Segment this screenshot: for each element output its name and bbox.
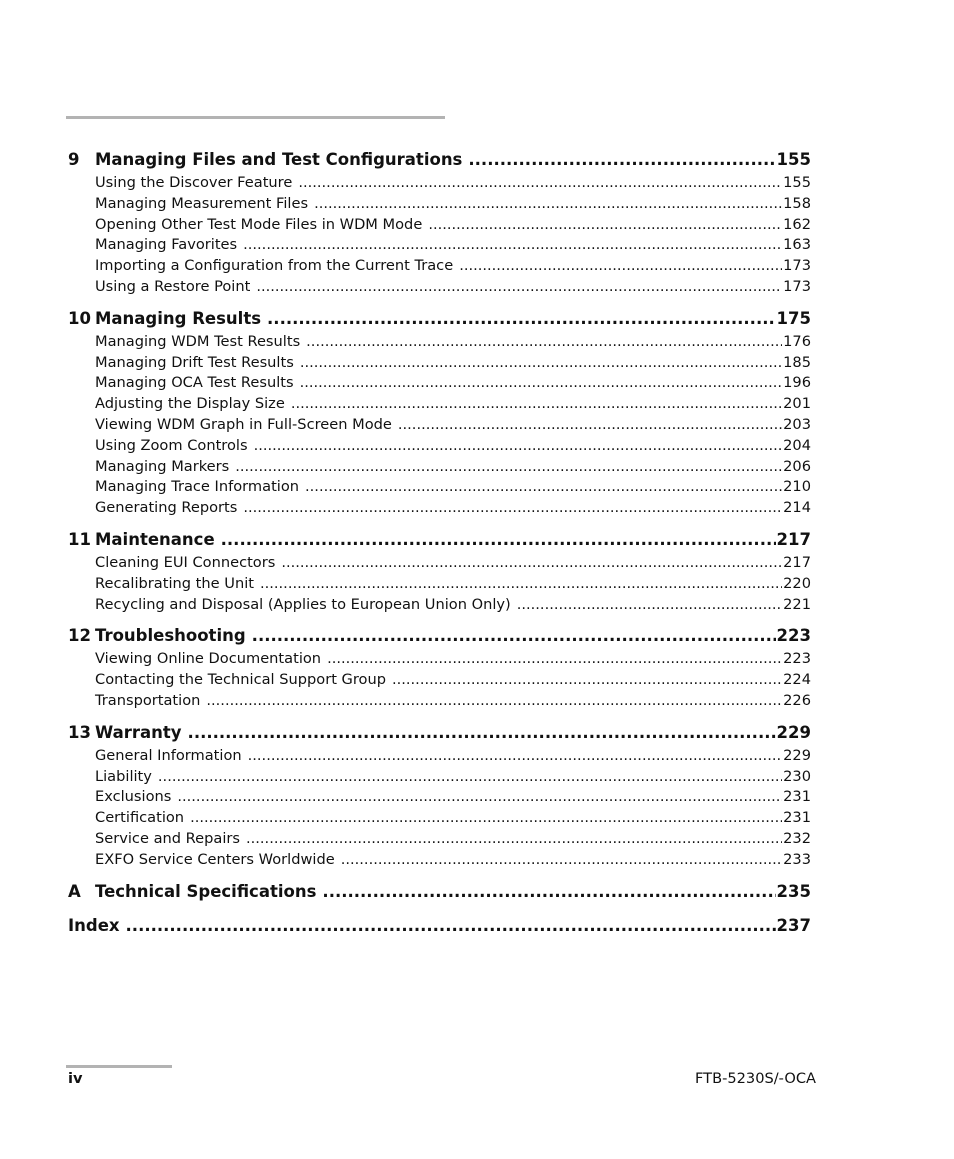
toc-section-entry[interactable] (68, 829, 811, 850)
section-title: Recalibrating the Unit (95, 574, 254, 592)
toc-chapter-entry[interactable] (68, 913, 811, 939)
toc-section-entry[interactable] (68, 808, 811, 829)
section-title: Certification (95, 809, 185, 827)
section-title: Adjusting the Display Size (95, 395, 285, 413)
section-page-number: 223 (783, 650, 811, 668)
toc-section-entry[interactable] (68, 498, 811, 519)
chapter-title: Managing Files and Test Configurations (95, 150, 463, 169)
section-title: Generating Reports (95, 499, 238, 517)
section-title: Using Zoom Controls (95, 436, 248, 454)
toc-chapter (68, 879, 811, 905)
dot-leader (190, 808, 782, 829)
dot-leader (468, 147, 775, 173)
section-title: Opening Other Test Mode Files in WDM Mode (95, 215, 423, 233)
header-rule (66, 116, 445, 119)
toc-section-entry[interactable] (68, 173, 811, 194)
section-title: Managing Trace Information (95, 478, 300, 496)
dot-leader (158, 767, 782, 788)
dot-leader (300, 353, 782, 374)
toc-section-entry[interactable] (68, 332, 811, 353)
dot-leader (305, 477, 782, 498)
chapter-title: Technical Specifications (95, 881, 317, 901)
chapter-title: Warranty (95, 722, 182, 742)
chapter-number: 13 (68, 722, 91, 742)
dot-leader (300, 373, 783, 394)
section-title: EXFO Service Centers Worldwide (95, 850, 335, 868)
section-page-number: 203 (783, 415, 811, 433)
section-page-number: 204 (783, 436, 811, 454)
toc-section-entry[interactable] (68, 194, 811, 215)
dot-leader (327, 649, 782, 670)
section-page-number: 231 (783, 809, 811, 827)
toc-chapter (68, 720, 811, 871)
chapter-number: 9 (68, 150, 80, 169)
table-of-contents (68, 147, 811, 939)
chapter-page-number: 175 (776, 308, 811, 328)
dot-leader (243, 235, 782, 256)
dot-leader (428, 215, 782, 236)
toc-section-entry[interactable] (68, 436, 811, 457)
section-title: Contacting the Technical Support Group (95, 671, 386, 689)
section-title: Service and Repairs (95, 829, 240, 847)
chapter-number: 11 (68, 529, 91, 549)
chapter-page-number: 217 (776, 529, 811, 549)
chapter-page-number: 235 (776, 881, 811, 901)
dot-leader (177, 787, 782, 808)
dot-leader (398, 415, 782, 436)
dot-leader (243, 498, 782, 519)
dot-leader (246, 829, 782, 850)
toc-chapter (68, 527, 811, 615)
dot-leader (459, 256, 782, 277)
section-title: Viewing Online Documentation (95, 650, 322, 668)
section-page-number: 232 (783, 829, 811, 847)
section-page-number: 206 (783, 457, 811, 475)
toc-chapter-entry[interactable] (68, 623, 811, 649)
toc-chapter-entry[interactable] (68, 147, 811, 173)
section-page-number: 173 (783, 277, 811, 295)
section-title: Managing Favorites (95, 236, 238, 254)
dot-leader (248, 746, 783, 767)
dot-leader (256, 277, 782, 298)
dot-leader (206, 691, 782, 712)
section-page-number: 185 (783, 353, 811, 371)
section-page-number: 224 (783, 671, 811, 689)
footer-product-name: FTB-5230S/-OCA (695, 1070, 816, 1087)
chapter-number: 12 (68, 626, 91, 646)
toc-section-entry[interactable] (68, 457, 811, 478)
dot-leader (392, 670, 782, 691)
dot-leader (126, 913, 776, 939)
section-page-number: 201 (783, 395, 811, 413)
toc-section-entry[interactable] (68, 553, 811, 574)
dot-leader (322, 879, 775, 905)
dot-leader (314, 194, 782, 215)
chapter-number: A (68, 881, 81, 901)
chapter-title: Managing Results (95, 308, 262, 328)
chapter-page-number: 155 (776, 150, 811, 169)
footer-rule (66, 1065, 172, 1068)
dot-leader (306, 332, 782, 353)
dot-leader (254, 436, 783, 457)
section-title: Viewing WDM Graph in Full-Screen Mode (95, 415, 392, 433)
toc-chapter (68, 623, 811, 711)
dot-leader (260, 574, 782, 595)
toc-section-entry[interactable] (68, 691, 811, 712)
dot-leader (188, 720, 776, 746)
toc-section-entry[interactable] (68, 477, 811, 498)
section-page-number: 173 (783, 257, 811, 275)
section-title: Using a Restore Point (95, 277, 251, 295)
toc-section-entry[interactable] (68, 215, 811, 236)
toc-chapter-entry[interactable] (68, 879, 811, 905)
section-page-number: 220 (783, 574, 811, 592)
section-page-number: 210 (783, 478, 811, 496)
dot-leader (517, 595, 782, 616)
section-page-number: 176 (783, 332, 811, 350)
dot-leader (298, 173, 782, 194)
section-title: Liability (95, 767, 152, 785)
toc-chapter (68, 306, 811, 519)
dot-leader (291, 394, 782, 415)
dot-leader (281, 553, 782, 574)
section-title: Importing a Configuration from the Current Trace (95, 257, 454, 275)
section-page-number: 217 (783, 553, 811, 571)
footer-page-number: iv (68, 1070, 83, 1087)
dot-leader (252, 623, 776, 649)
chapter-title: Index (68, 915, 120, 935)
section-title: Managing Measurement Files (95, 194, 309, 212)
section-page-number: 163 (783, 236, 811, 254)
toc-chapter-entry[interactable] (68, 527, 811, 553)
toc-section-entry[interactable] (68, 256, 811, 277)
section-page-number: 231 (783, 788, 811, 806)
section-page-number: 229 (783, 746, 811, 764)
section-title: Recycling and Disposal (Applies to European Union Only) (95, 595, 511, 613)
chapter-title: Troubleshooting (95, 626, 246, 646)
toc-section-entry[interactable] (68, 353, 811, 374)
section-page-number: 230 (783, 767, 811, 785)
section-title: Managing WDM Test Results (95, 332, 301, 350)
section-page-number: 233 (783, 850, 811, 868)
section-page-number: 226 (783, 691, 811, 709)
toc-chapter (68, 913, 811, 939)
toc-section-entry[interactable] (68, 746, 811, 767)
section-page-number: 221 (783, 595, 811, 613)
section-title: General Information (95, 746, 242, 764)
toc-section-entry[interactable] (68, 670, 811, 691)
chapter-page-number: 237 (776, 915, 811, 935)
section-title: Managing Drift Test Results (95, 353, 294, 371)
toc-section-entry[interactable] (68, 373, 811, 394)
chapter-page-number: 223 (776, 626, 811, 646)
section-title: Managing OCA Test Results (95, 374, 294, 392)
chapter-title: Maintenance (95, 529, 215, 549)
toc-section-entry[interactable] (68, 415, 811, 436)
section-page-number: 158 (783, 194, 811, 212)
toc-section-entry[interactable] (68, 595, 811, 616)
section-title: Exclusions (95, 788, 172, 806)
section-title: Transportation (95, 691, 201, 709)
chapter-page-number: 229 (776, 722, 811, 742)
toc-chapter-entry[interactable] (68, 306, 811, 332)
section-page-number: 162 (783, 215, 811, 233)
toc-section-entry[interactable] (68, 850, 811, 871)
section-page-number: 155 (783, 174, 811, 191)
toc-section-entry[interactable] (68, 277, 811, 298)
toc-section-entry[interactable] (68, 787, 811, 808)
section-page-number: 196 (783, 374, 811, 392)
dot-leader (221, 527, 776, 553)
toc-section-entry[interactable] (68, 574, 811, 595)
section-title: Cleaning EUI Connectors (95, 553, 276, 571)
toc-section-entry[interactable] (68, 767, 811, 788)
section-page-number: 214 (783, 499, 811, 517)
dot-leader (235, 457, 782, 478)
toc-section-entry[interactable] (68, 649, 811, 670)
chapter-number: 10 (68, 308, 91, 328)
toc-chapter-entry[interactable] (68, 720, 811, 746)
toc-chapter (68, 147, 811, 298)
section-title: Using the Discover Feature (95, 174, 293, 191)
dot-leader (267, 306, 776, 332)
toc-section-entry[interactable] (68, 394, 811, 415)
dot-leader (341, 850, 782, 871)
toc-section-entry[interactable] (68, 235, 811, 256)
section-title: Managing Markers (95, 457, 230, 475)
